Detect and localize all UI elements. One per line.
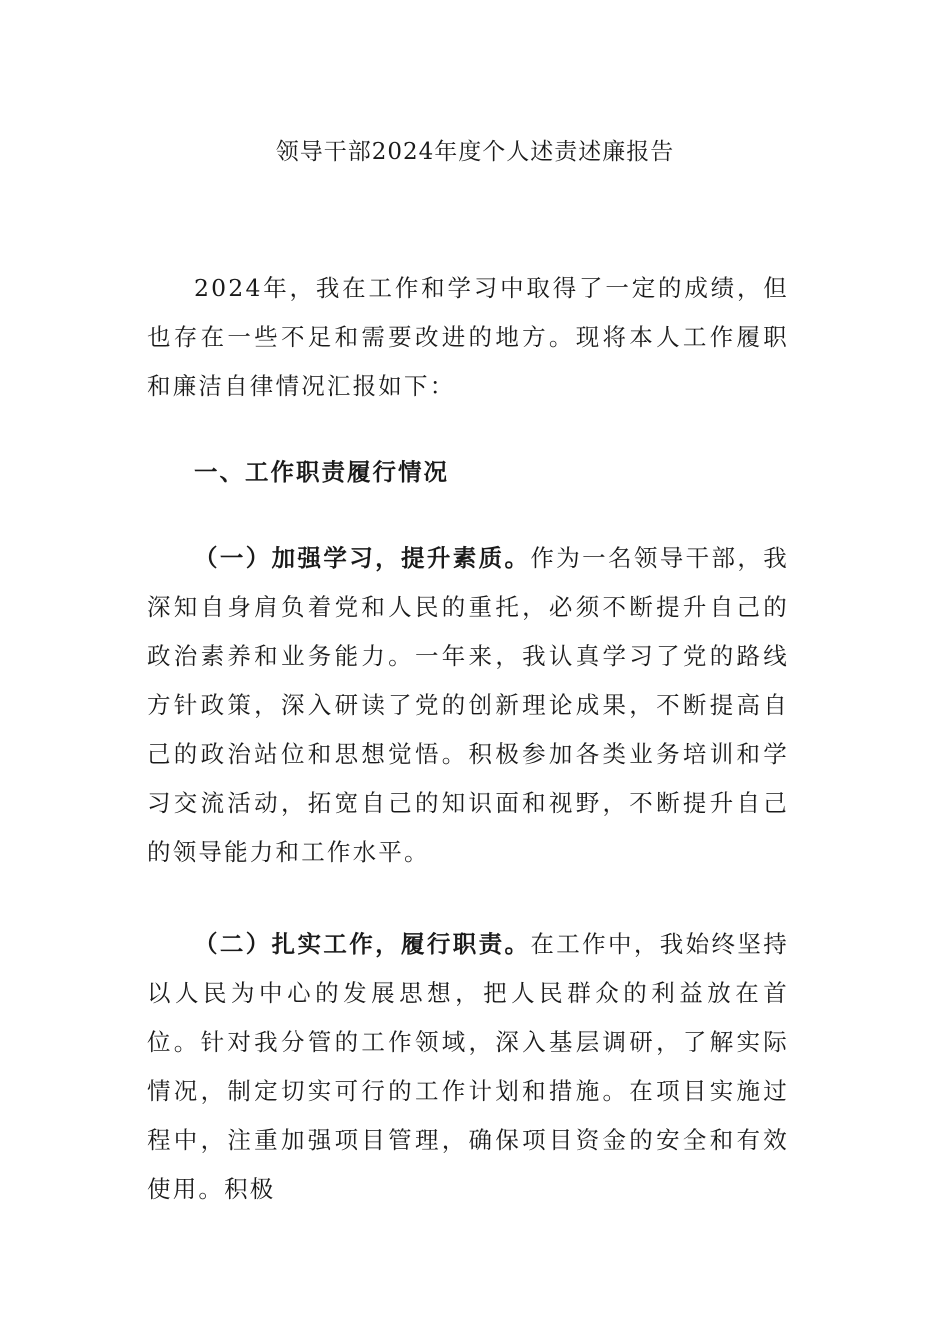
paragraph-work — [147, 920, 789, 1214]
paragraph-study — [147, 534, 789, 877]
intro-paragraph: 2024年，我在工作和学习中取得了一定的成绩，但也存在一些不足和需要改进的地方。现将本人工作履职和廉洁自律情况汇报如下： — [147, 274, 789, 400]
section-heading: 一、工作职责履行情况 — [194, 458, 449, 486]
paragraph-body: 作为一名领导干部，我深知自身肩负着党和人民的重托，必须不断提升自己的政治素养和业务能力。一年来，我认真学习了党的路线方针政策，深入研读了党的创新理论成果，不断提高自己的政治站位和思想觉悟。积极参加各类业务培训和学习交流活动，拓宽自己的知识面和视野，不断提升自己的领导能力和工作水平。 — [147, 544, 789, 866]
paragraph-body: 在工作中，我始终坚持以人民为中心的发展思想，把人民群众的利益放在首位。针对我分管的工作领域，深入基层调研，了解实际情况，制定切实可行的工作计划和措施。在项目实施过程中，注重加强项目管理，确保项目资金的安全和有效使用。积极 — [147, 930, 789, 1203]
paragraph-lead: （二）扎实工作，履行职责。 — [194, 930, 531, 958]
paragraph-lead: （一）加强学习，提升素质。 — [194, 544, 531, 572]
document-title: 领导干部2024年度个人述责述廉报告 — [275, 139, 675, 165]
